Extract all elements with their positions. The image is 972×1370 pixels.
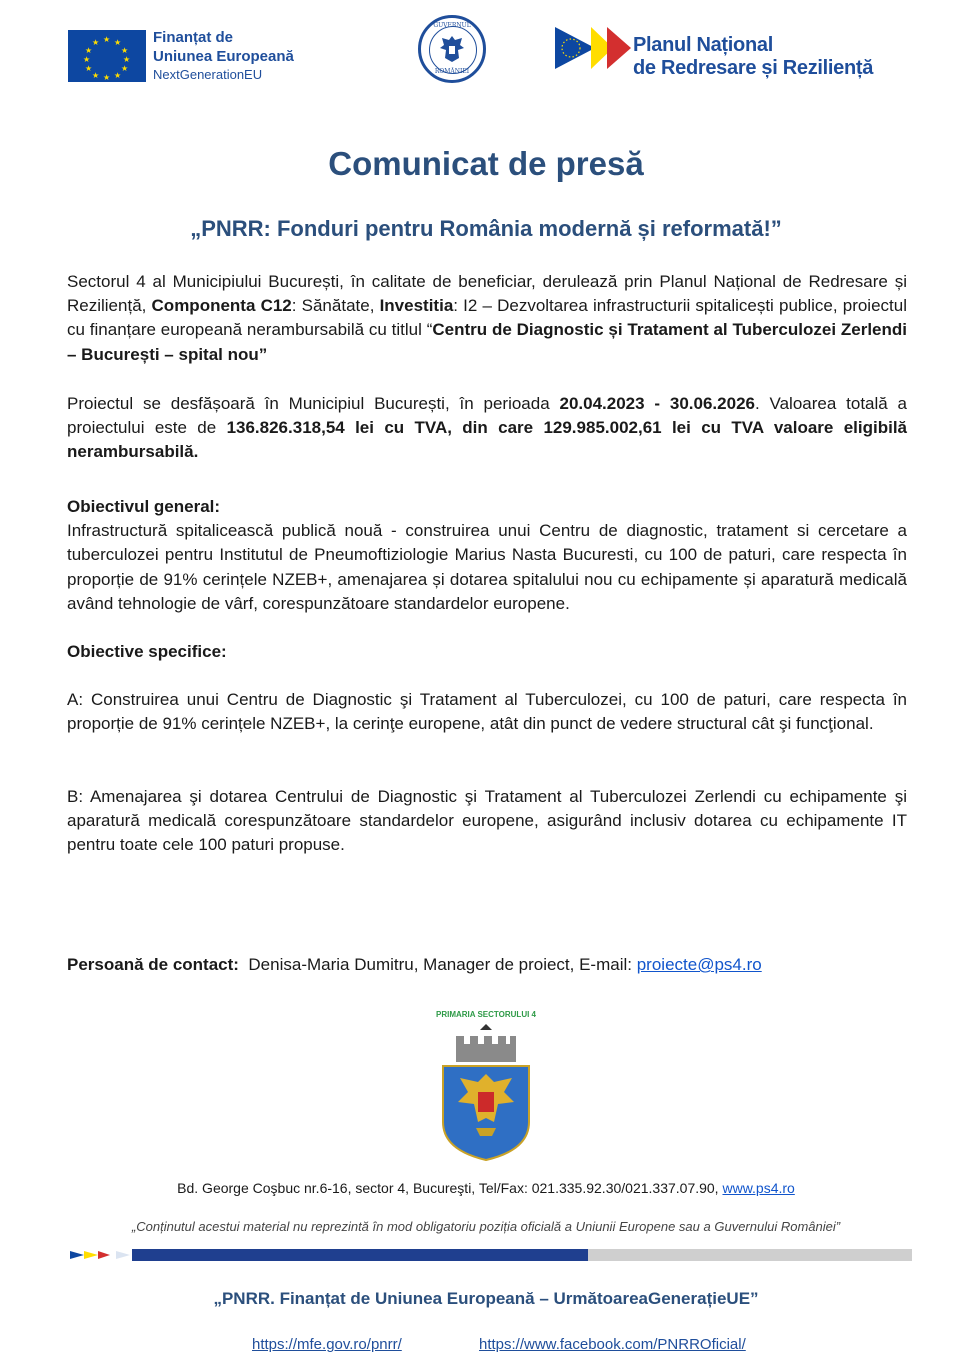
contact-label: Persoană de contact:	[67, 955, 239, 974]
paragraph-project-period-value: Proiectul se desfășoară în Municipiul București, în perioada 20.04.2023 - 30.06.2026. Valoarea totală a proiectului este de 136.826.318,54 lei cu TVA, din care 129.985.002,61 lei cu TVA valoare eligibilă nerambursabilă.	[67, 394, 908, 462]
ps4-website-link[interactable]: www.ps4.ro	[722, 1180, 795, 1196]
pnrr-logo-icon	[555, 27, 633, 69]
government-seal-icon	[418, 15, 486, 83]
objective-specific-b: B: Amenajarea şi dotarea Centrului de Diagnostic şi Tratament al Tuberculozei Zerlendi cu echipamente şi aparatură medicală corespunzătoare standardelor europene, asigurând inclusiv dotarea cu echipamente IT pentru toate cele 100 paturi propuse.	[67, 787, 907, 855]
eu-funding-label	[153, 28, 294, 84]
page-subtitle: „PNRR: Fonduri pentru România modernă și reformată!”	[190, 216, 782, 241]
contact-line	[67, 955, 762, 975]
objective-specific-heading: Obiective specifice:	[67, 642, 227, 661]
sector4-crest-icon	[440, 1022, 532, 1162]
eu-line2: Uniunea Europeană	[153, 48, 294, 65]
disclaimer-text: „Conținutul acestui material nu reprezintă în mod obligatoriu poziția oficială a Uniunii Europene sau a Guvernului României”	[131, 1219, 841, 1234]
page-title: Comunicat de presă	[328, 145, 644, 182]
ps4-label: PRIMARIA SECTORULUI 4	[435, 1010, 536, 1019]
address-text: Bd. George Coşbuc nr.6-16, sector 4, Bucureşti, Tel/Fax: 021.335.92.30/021.337.07.90,	[177, 1180, 723, 1196]
pnrr-title	[633, 34, 873, 80]
pnrr-line1: Planul Național	[633, 34, 773, 56]
paragraph-project-intro: Sectorul 4 al Municipiului București, în calitate de beneficiar, derulează prin Planul Național de Redresare și Reziliență, Componenta C12: Sănătate, Investitia: I2 – Dezvoltarea infrastructurii spitalicești publice, proiectul cu finanțare europeană nerambursabilă cu titlul “Centru de Diagnostic și Tratament al Tuberculozei Zerlendi – București – spital nou”	[67, 272, 907, 364]
eu-line3: NextGenerationEU	[153, 67, 263, 82]
eu-line1: Finanțat de	[153, 29, 234, 46]
gov-seal-top-text: GUVERNUL	[433, 22, 471, 29]
objective-specific-a: A: Construirea unui Centru de Diagnostic şi Tratament al Tuberculozei, cu 100 de paturi, care respecta în proporție de 91% cerințele NZEB+, la cerinţe europene, atât din punct de vedere structural cât şi funcţional.	[67, 690, 907, 734]
pnrr-line2: de Redresare și Reziliență	[633, 57, 874, 79]
header-logos	[0, 0, 972, 100]
contact-text: Denisa-Maria Dumitru, Manager de proiect, E-mail:	[248, 955, 637, 974]
gov-seal-bottom-text: ROMÂNIEI	[434, 68, 470, 75]
eagle-icon	[438, 34, 466, 64]
footer-divider-bar	[70, 1249, 912, 1261]
mfe-pnrr-link[interactable]: https://mfe.gov.ro/pnrr/	[252, 1336, 402, 1353]
objective-general-heading: Obiectivul general:	[67, 497, 221, 516]
address-line	[0, 1180, 972, 1196]
objective-specific-heading-wrap	[67, 640, 907, 664]
contact-email-link[interactable]: proiecte@ps4.ro	[636, 955, 762, 974]
facebook-pnrr-link[interactable]: https://www.facebook.com/PNRROficial/	[479, 1336, 746, 1353]
objective-general-text: Infrastructură spitalicească publică nouă - construirea unui Centru de diagnostic, tratament si cercetare a tuberculozei pentru Institutul de Pneumoftiziologie Marius Nasta Bucuresti, cu 100 de paturi, care respecta în proporție de 91% cerințele NZEB+, amenajarea și dotarea spitalului nou cu echipamente și aparatură medicală având tehnologie de vârf, corespunzătoare standardelor europene.	[67, 521, 907, 613]
section-objective-general	[67, 495, 907, 616]
footer-tagline: „PNRR. Finanțat de Uniunea Europeană – UrmătoareaGenerațieUE”	[213, 1289, 759, 1308]
eu-flag-icon: ★ ★ ★ ★ ★ ★ ★ ★ ★ ★ ★ ★	[68, 30, 146, 82]
